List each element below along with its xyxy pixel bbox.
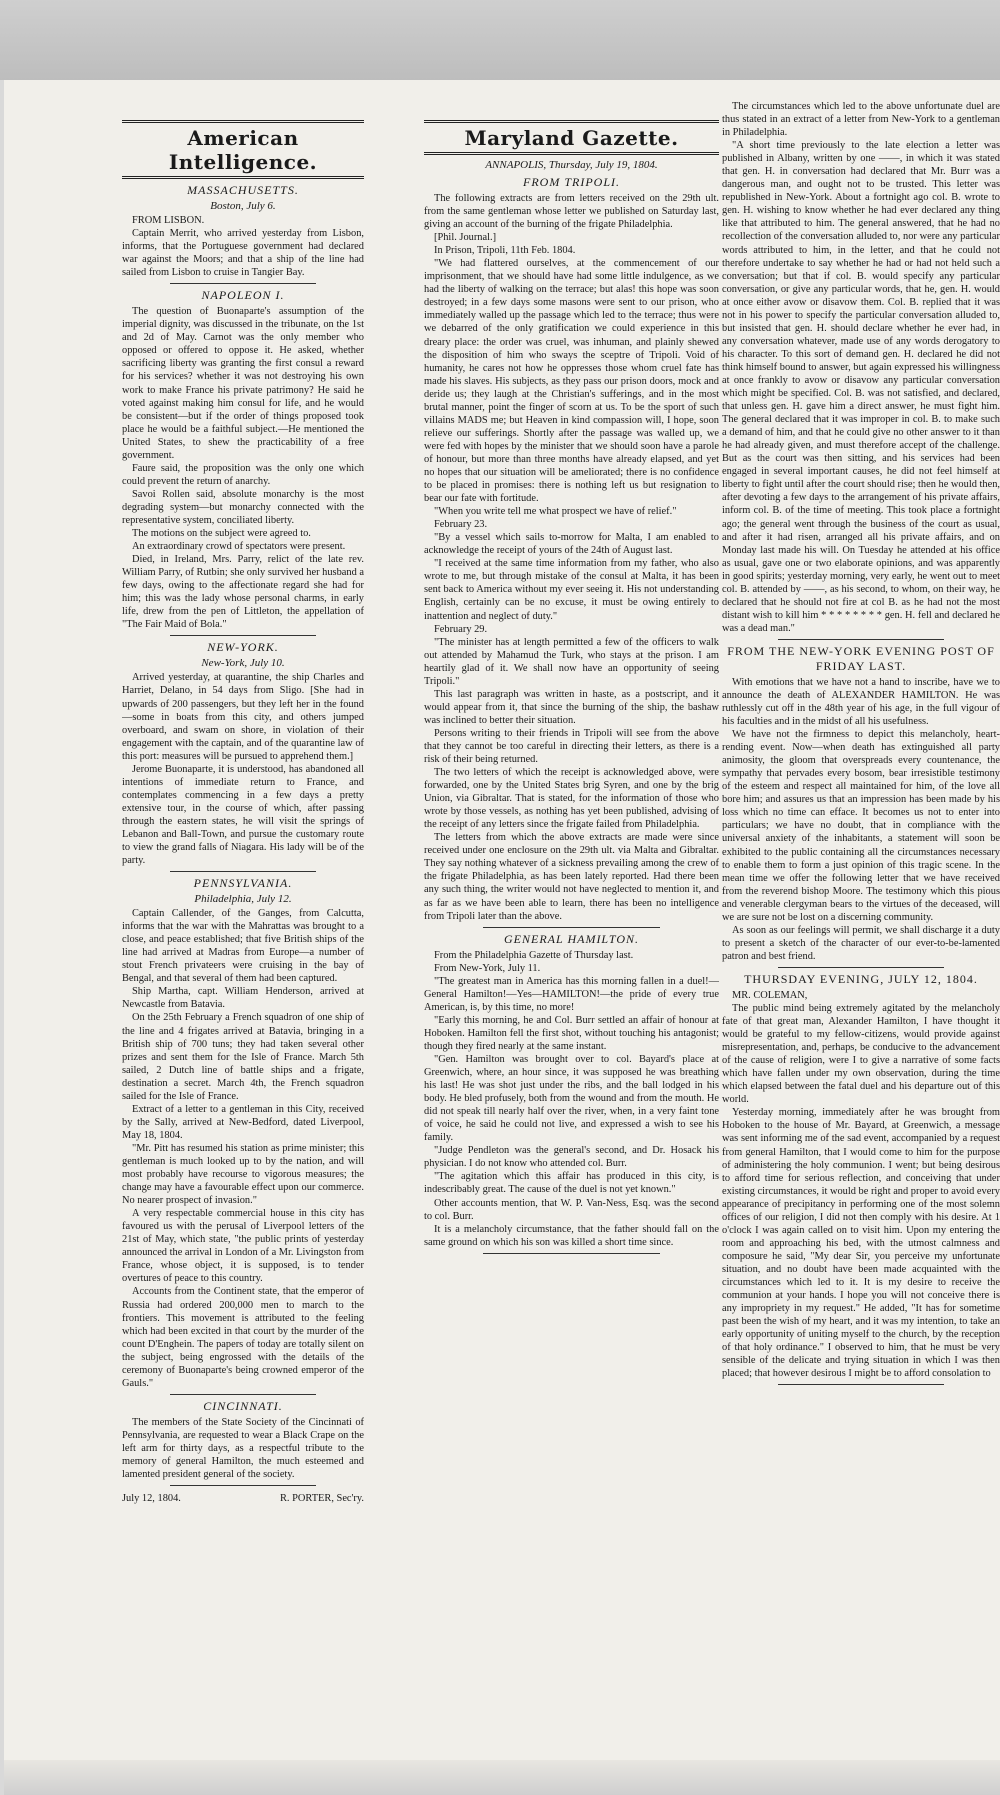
article-paragraph: As soon as our feelings will permit, we shall discharge it a duty to present a sketch of the character of our ever-to-be-lamented patron and best friend. — [722, 924, 1000, 962]
signature-name: R. PORTER, Sec'ry. — [280, 1493, 364, 1505]
article-paragraph: The letters from which the above extracts are made were since received under one enclosure on the 29th ult. via Malta and Gibraltar. They say nothing whatever of a sickness prevailing among the crew of the frigate Philadelphia, as has been lately reported. Had there been any such thing, the writer would not have neglected to mention it, and as far as we have been able to learn, there has been no intelligence from Tripoli later than the above. — [424, 832, 719, 922]
section-divider — [424, 1253, 719, 1254]
section-heading: GENERAL HAMILTON. — [504, 931, 639, 946]
section-divider — [122, 1485, 364, 1486]
scan-bottom-margin — [4, 1760, 1000, 1795]
section-heading: THURSDAY EVENING, JULY 12, 1804. — [744, 971, 978, 986]
section-dateline: Boston, July 6. — [210, 200, 276, 212]
section-heading: MASSACHUSETTS. — [187, 183, 299, 197]
article-paragraph: From New-York, July 11. — [434, 962, 541, 974]
section-heading: NEW-YORK. — [207, 640, 279, 655]
article-paragraph: "Mr. Pitt has resumed his station as prime minister; this gentleman is much looked up to by the nation, and will most probably have recourse to vigorous measures; the change may have a favourable effect upon our commerce. No nearer prospect of invasion." — [122, 1142, 364, 1207]
article-paragraph: "The greatest man in America has this morning fallen in a duel!—General Hamilton!—Yes—HAMILTON!—the pride of every true American, is, by this time, no more! — [424, 975, 719, 1013]
section-heading: FROM THE NEW-YORK EVENING POST OF FRIDAY LAST. — [727, 643, 995, 673]
article-paragraph: The circumstances which led to the above unfortunate duel are thus stated in an extract of a letter from New-York to a gentleman in Philadelphia. — [722, 101, 1000, 139]
article-paragraph: Yesterday morning, immediately after he was brought from Hoboken to the house of Mr. Bayard, at Greenwich, a message was sent informing me of the sad event, accompanied by a request from general Hamilton, that I would come to him for the purpose of administering the holy communion. I went; but being desirous to afford time for serious reflection, and conceiving that under existing circumstances, it would be right and proper to avoid every appearance of precipitancy in performing one of the most solemn offices of our religion, I did not then comply with his desire. At 1 o'clock I was again called on to visit him. Upon my entering the room and approaching his bed, with the utmost calmness and composure he said, "My dear Sir, you perceive my unfortunate situation, and no doubt have been made acquainted with the circumstances which led to it. It is my desire to receive the communion at your hands. I hope you will not conceive there is any impropriety in my request." He added, "It has for sometime past been the wish of my heart, and it was my intention, to take an early opportunity of uniting myself to the church, by the reception of that holy ordinance." I observed to him, that he must be very sensible of the delicate and trying situation in which I was then placed; that however desirous I might be to afford consolation to — [722, 1107, 1000, 1380]
article-paragraph: "We had flattered ourselves, at the commencement of our imprisonment, that we should have had some little indulgence, as we had the liberty of walking on the terrace; but alas! this hope was soon destroyed; in a few days some masons were sent to our prison, who immediately walled up the passage which led to the terrace; thus were we debarred of the only gratification we could experience in this dreary place: the order was cruel, was inhuman, and plainly shewed the disposition of him who sways the sceptre of Tripoli. Void of humanity, he cares not how he oppresses those whom cruel fate has made his slaves. His subjects, as they pass our prison doors, mock and deride us; they laugh at the Christian's sufferings, and in the most brutal manner, point the finger of scorn at us. To be the sport of such villains MADS me; but Heaven in kind compassion will, I hope, soon relieve our sufferings. Shortly after the passage was walled up, we were fed with hopes by the minister that we should soon have a parole of honour, but more than three months have already elapsed, and yet no hopes that our situation will be ameliorated; there is no confidence to be placed in promises: there is nothing left us but resignation to bear our fate with fortitude. — [424, 258, 719, 505]
section-divider — [122, 635, 364, 636]
section-dateline: New-York, July 10. — [201, 657, 285, 670]
article-paragraph: On the 25th February a French squadron of one ship of the line and 4 frigates arrived at Batavia, bringing in a British ship of 700 tuns; they had taken several other prizes and sent them for the Isle of France. March 5th sailed, 2 Dutch line of battle ships and a frigate, destination a secret. March 4th, the French squadron sailed for the Isle of France. — [122, 1012, 364, 1102]
article-paragraph: "Judge Pendleton was the general's second, and Dr. Hosack his physician. I do not know who attended col. Burr. — [424, 1145, 719, 1170]
article-paragraph: "When you write tell me what prospect we have of relief." — [434, 506, 677, 518]
section-divider — [722, 639, 1000, 640]
col3-sections — [722, 100, 1000, 1385]
article-paragraph: "A short time previously to the late election a letter was published in Albany, written by one ——, in which it was stated that gen. H. in conversation had declared that Mr. Burr was a dangerous man, and ought not to be trusted. This letter was republished in New-York. About a fortnight ago col. B. wrote to gen. H. wishing to know whether he had ever declared any thing like that attributed to him. The general answered, that he had no recollection of the conversation alluded to, nor were any particular words attributed to him, in the letter, and that he could not therefore undertake to say whether he had or had not held such a conversation; but that if col. B. would specify any particular conversation, or give any particular words, that he, gen. H. would at once either avow or disavow them. Col. B. replied that it was not in his power to specify the particular conversation alluded to, but insisted that gen. H. should declare whether he ever had, in any conversation whatever, made use of any words derogatory to his character. To this sort of demand gen. H. declared he did not think himself bound to answer, but again expressed his willingness at once frankly to avow or disavow any particular conversation which might be specified. Col. B. was not satisfied, and declared, that unless gen. H. gave him a direct answer, he must fight him. The general declared that it was improper in col. B. to make such a demand of him, and that he could give no other answer to it than he had already given, and must therefore accept of the challenge. But as the court was then sitting, and his services had been engaged in several important causes, he did not feel himself at liberty to fight until after the court should rise; then he would then, after devoting a few days to the arrangement of his private affairs, inform col. B. of the time of meeting. This took place a fortnight ago; the general went through the business of the court as usual, and after it had risen, arranged all his private affairs, and on Monday last made his will. On Tuesday he attended at his office as usual, gave one or two elaborate opinions, and was apparently in good spirits; yesterday morning, very early, he went out to meet col. B. attended by ——, as his second, to whom, on their way, he declared that he should not fire at col B. as he had not the most distant wish to kill him * * * * * * * * gen. H. fell and declared he was a dead man." — [722, 140, 1000, 634]
article-paragraph: The two letters of which the receipt is acknowledged above, were forwarded, one by the United States brig Syren, and one by the brig Union, via Gibraltar. That is stated, for the information of those who wrote by those vessels, as nothing has yet been published, advising of the receipt of any letters since the frigate failed from Philadelphia. — [424, 767, 719, 831]
article-paragraph: Faure said, the proposition was the only one which could prevent the return of anarchy. — [122, 462, 364, 487]
col2-sections — [424, 175, 719, 1254]
article-paragraph: This last paragraph was written in haste, as a postscript, and it would appear from it, that since the burning of the ship, the bashaw was inclined to better their situation. — [424, 688, 719, 726]
section-heading: FROM TRIPOLI. — [523, 175, 620, 189]
article-paragraph: We have not the firmness to depict this melancholy, heart-rending event. Now—when death has extinguished all party animosity, the gloom that overspreads every countenance, the sympathy that pervades every bosom, bear irresistible testimony of the esteem and respect all maintained for him, of the love all bore him; and assures us that an impression has been made by his loss which no time can efface. It becomes us not to enter into particulars; we have no doubt, that in compliance with the universal anxiety of the inhabitants, a statement will soon be exhibited to the public containing all the circumstances necessary to enable them to form a just opinion of this tragic scene. In the mean time we offer the following letter that we have received from the reverend bishop Moore. The testimony which this pious and venerable clergyman bears to the virtues of the deceased, will we are sure not be lost on a discerning community. — [722, 729, 1000, 923]
article-paragraph: With emotions that we have not a hand to inscribe, have we to announce the death of ALEXANDER HAMILTON. He was ruthlessly cut off in the 48th year of his age, in the full vigour of his faculties and in the midst of all his usefulness. — [722, 676, 1000, 728]
col1-sections — [122, 183, 364, 1486]
article-paragraph: Accounts from the Continent state, that the emperor of Russia had ordered 200,000 men to march to the frontiers. This movement is attributed to the feeling which had been excited in that court by the murder of the count D'Enghein. The papers of today are totally silent on the subject, being engrossed with the details of the ceremony of Buonaparte's being crowned emperor of the Gauls." — [122, 1286, 364, 1389]
article-paragraph: Arrived yesterday, at quarantine, the ship Charles and Harriet, Delano, in 54 days from Sligo. [She had in upwards of 200 passengers, but they left her in the found—some in boats from this city, and others jumped overboard, and swam on shore, in violation of their engagement with the captain, and of the quarantine law of this port: measures will be pursued to apprehend them.] — [122, 672, 364, 762]
article-paragraph: "I received at the same time information from my father, who also wrote to me, but through mistake of the consul at Malta, it has been sent back to America without my ever seeing it. His not understanding English, certainly can be no excuse, it must be owing entirely to inattention and neglect of duty." — [424, 558, 719, 622]
section-dateline: Philadelphia, July 12. — [194, 893, 292, 906]
column-american-intelligence — [122, 120, 364, 1505]
article-paragraph: [Phil. Journal.] — [434, 232, 497, 244]
article-paragraph: The motions on the subject were agreed to. — [132, 528, 311, 540]
article-paragraph: "Early this morning, he and Col. Burr settled an affair of honour at Hoboken. Hamilton fell the first shot, without touching his antagonist; though they fired nearly at the same instant. — [424, 1014, 719, 1052]
article-paragraph: "Gen. Hamilton was brought over to col. Bayard's place at Greenwich, where, an hour since, it was supposed he was breathing his last! He was shot just under the ribs, and the ball lodged in his body. He bled profusely, both from the wound and from the mouth. He did not speak till nearly half over the river, when, in a very faint tone of voice, he said he could not live, and expressed a wish to see his family. — [424, 1054, 719, 1144]
article-paragraph: The question of Buonaparte's assumption of the imperial dignity, was discussed in the tribunate, on the 1st and 2d of May. Carnot was the only member who opposed or offered to oppose it. He asked, whether sacrificing liberty was granting the first consul a reward for his services? whether it was not destroying his own work to make France his private patrimony? He said he voted against making him consul for life, and he would be consistent—but if the order of things proposed took place he would be a faithful subject.—He mentioned the United States, to shew the practicability of a free government. — [122, 306, 364, 461]
article-paragraph: The public mind being extremely agitated by the melancholy fate of that great man, Alexander Hamilton, I have thought it would be grateful to my fellow-citizens, would provide against misrepresentation, and, perhaps, be conducive to the advancement of the cause of religion, were I to give a narrative of some facts which have fallen under my own observation, during the time which elapsed between the fatal duel and his departure out of this world. — [722, 1003, 1000, 1106]
section-heading: NAPOLEON I. — [201, 288, 285, 303]
article-paragraph: "By a vessel which sails to-morrow for Malta, I am enabled to acknowledge the receipt of yours of the 24th of August last. — [424, 532, 719, 557]
article-paragraph: Other accounts mention, that W. P. Van-Ness, Esq. was the second to col. Burr. — [424, 1197, 719, 1222]
article-paragraph: In Prison, Tripoli, 11th Feb. 1804. — [434, 245, 576, 257]
masthead-american-intelligence: American Intelligence. — [122, 120, 364, 179]
section-heading: CINCINNATI. — [203, 1398, 283, 1413]
article-paragraph: Ship Martha, capt. William Henderson, arrived at Newcastle from Batavia. — [122, 986, 364, 1011]
section-divider — [122, 283, 364, 284]
article-paragraph: Captain Merrit, who arrived yesterday from Lisbon, informs, that the Portuguese government had declared war against the Moors; and that a ship of the line had sailed from Lisbon to cruise in Tangier Bay. — [122, 228, 364, 279]
article-paragraph: Died, in Ireland, Mrs. Parry, relict of the late rev. William Parry, of Rutbin; she only survived her husband a few days, owing to the affectionate regard she had for him; this was the lady whose personal charms, in early life, drew from the pen of Littleton, the appellation of "The Fair Maid of Bola." — [122, 554, 364, 631]
article-paragraph: Persons writing to their friends in Tripoli will see from the above that they cannot be too careful in directing their letters, as there is a risk of their being returned. — [424, 727, 719, 766]
article-paragraph: The members of the State Society of the Cincinnati of Pennsylvania, are requested to wear a Black Crape on the left arm for thirty days, as a respectful tribute to the memory of general Hamilton, the much esteemed and lamented president general of the society. — [122, 1416, 364, 1481]
article-paragraph: February 23. — [434, 519, 488, 531]
article-paragraph: A very respectable commercial house in this city has favoured us with the perusal of Liverpool letters of the 21st of May, which state, "the public prints of yesterday announced the arrival in London of a Mr. Livingston from France, whose object, it is supposed, is to tender overtures of peace to this country. — [122, 1208, 364, 1285]
article-paragraph: Extract of a letter to a gentleman in this City, received by the Sally, arrived at New-Bedford, dated Liverpool, May 18, 1804. — [122, 1103, 364, 1141]
signature-date: July 12, 1804. — [122, 1493, 181, 1505]
scan-top-margin — [0, 0, 1000, 80]
section-divider — [122, 871, 364, 872]
article-paragraph: Jerome Buonaparte, it is understood, has abandoned all intentions of immediate return to France, and contemplates commencing in a few days a pretty extensive tour, in the course of which, after passing through the eastern states, he will visit the springs of Lebanon and Ball-Town, and pursue the customary route to view the grand falls of Niagara. His lady will be of the party. — [122, 763, 364, 867]
article-paragraph: "The minister has at length permitted a few of the officers to walk out attended by Mahamud the Turk, who stays at the prison. I am heartily glad of it. We shall now have an opportunity of seeing Tripoli." — [424, 636, 719, 687]
article-paragraph: It is a melancholy circumstance, that the father should fall on the same ground on which his son was killed a short time since. — [424, 1223, 719, 1248]
newspaper-page — [4, 80, 1000, 1795]
article-paragraph: Savoi Rollen said, absolute monarchy is the most degrading system—but monarchy connected with the representative system, conciliated liberty. — [122, 488, 364, 526]
article-paragraph: MR. COLEMAN, — [732, 989, 808, 1001]
section-divider — [722, 967, 1000, 968]
article-paragraph: "The agitation which this affair has produced in this city, is indescribably great. The cause of the duel is not yet known." — [424, 1171, 719, 1196]
section-divider — [122, 1394, 364, 1395]
section-heading: PENNSYLVANIA. — [193, 876, 293, 891]
section-divider — [722, 1384, 1000, 1385]
article-paragraph: An extraordinary crowd of spectators were present. — [132, 541, 346, 553]
article-paragraph: February 29. — [434, 623, 488, 635]
article-paragraph: The following extracts are from letters received on the 29th ult. from the same gentleman whose letter we published on Saturday last, giving an account of the burning of the frigate Philadelphia. — [424, 193, 719, 231]
gazette-dateline: ANNAPOLIS, Thursday, July 19, 1804. — [485, 159, 658, 171]
section-divider — [424, 927, 719, 928]
masthead-maryland-gazette: Maryland Gazette. — [424, 120, 719, 155]
article-paragraph: FROM LISBON. — [132, 215, 205, 226]
article-paragraph: From the Philadelphia Gazette of Thursday last. — [434, 949, 634, 961]
cincinnati-signature — [122, 1492, 364, 1505]
column-maryland-gazette — [424, 120, 719, 1258]
column-third — [722, 100, 1000, 1389]
article-paragraph: Captain Callender, of the Ganges, from Calcutta, informs that the war with the Mahrattas was brought to a close, and peace established; that five British ships of the line had arrived at Madras from Europe—a number of stout French privateers were cruising in the bay of Bengal, and that several of them had been captured. — [122, 908, 364, 985]
